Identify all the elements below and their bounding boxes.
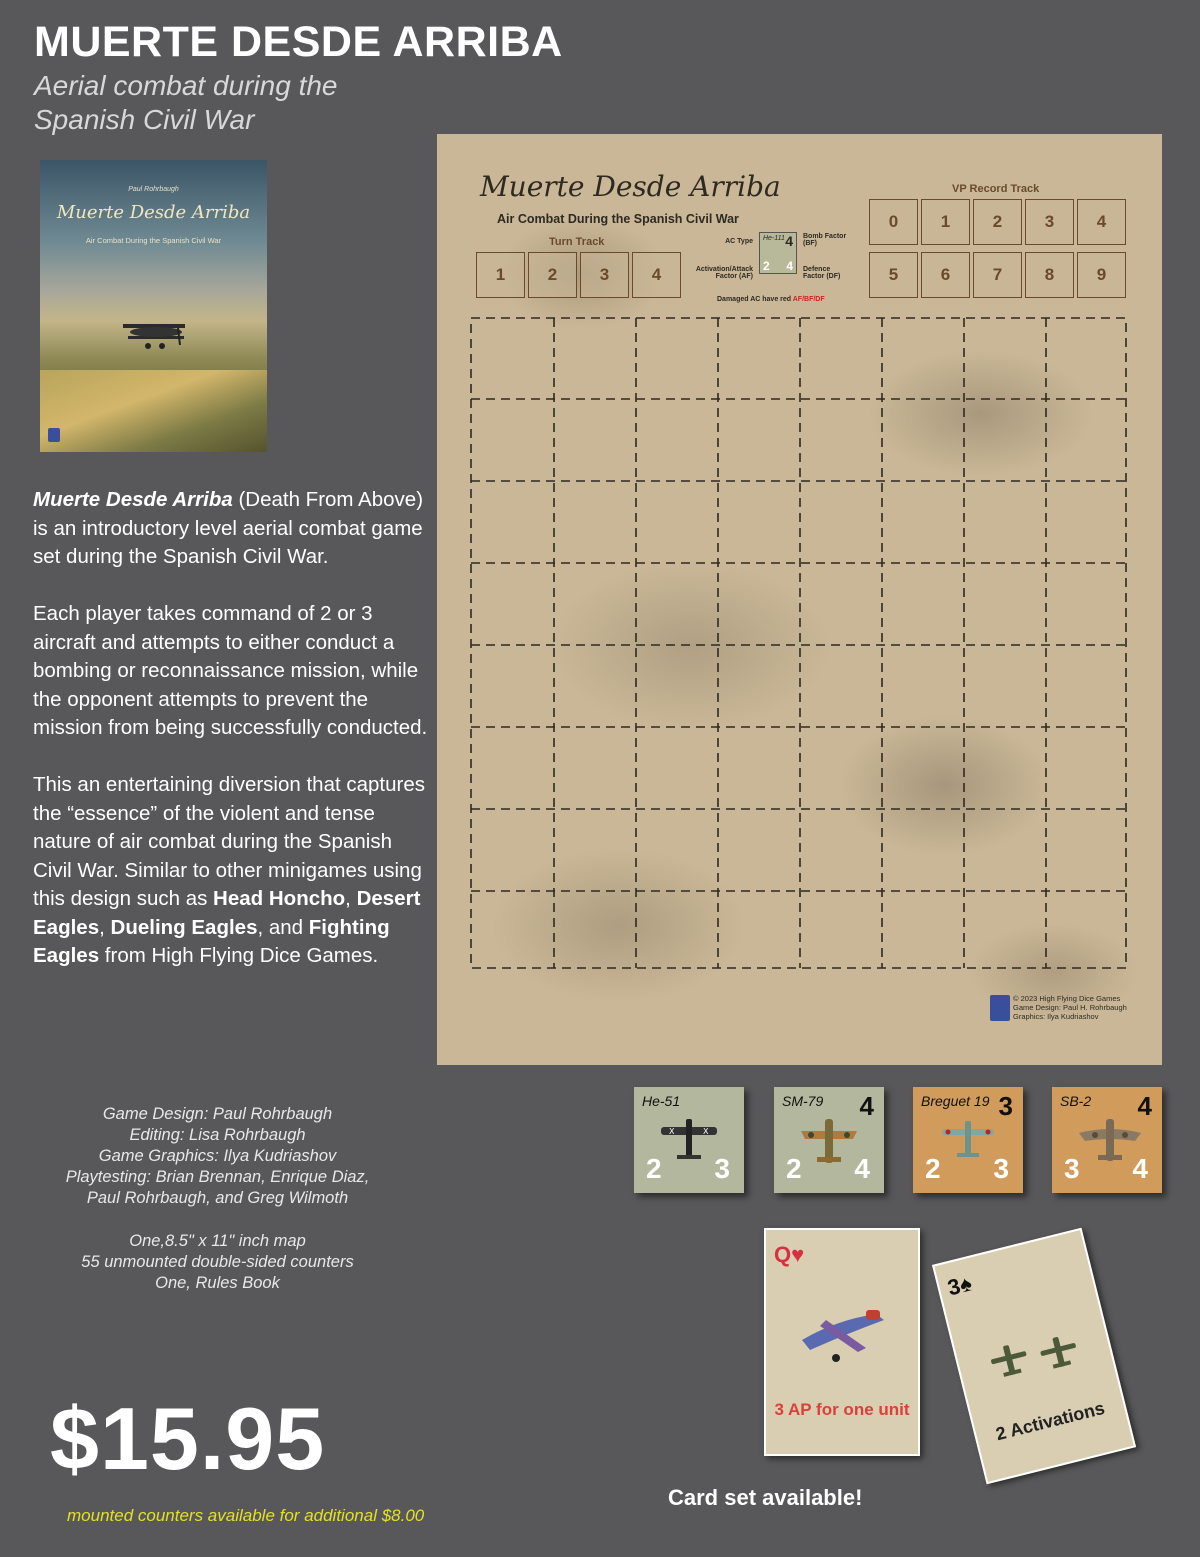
fighter-plane-icon [796,1300,892,1370]
counter-af: 2 [646,1153,662,1184]
game-map [437,134,1162,1065]
credit-playtesting: Playtesting: Brian Brennan, Enrique Diaz, [65,1168,370,1186]
legend-bomb-factor: Bomb Factor (BF) [803,233,847,247]
counter-sm-79 [774,1087,884,1193]
counter-df: 3 [714,1153,730,1184]
svg-text:X: X [669,1127,675,1136]
vp-track-cell: 3 [1025,199,1074,245]
credit-editing: Editing: Lisa Rohrbaugh [129,1126,306,1144]
game-contents [20,1231,415,1294]
publisher-dice-logo-icon [990,995,1010,1021]
contents-rules: One, Rules Book [155,1274,280,1292]
counter-he-51 [634,1087,744,1193]
game-name-emphasis: Muerte Desde Arriba [33,488,233,511]
game-title-desert-eagles: Desert Eagles [33,887,421,939]
counter-legend [687,230,877,310]
legend-activation: Activation/Attack Factor (AF) [695,266,753,280]
map-credit [1013,994,1127,1021]
map-subtitle: Air Combat During the Spanish Civil War [497,212,739,226]
card-effect-text: 3 AP for one unit [774,1400,910,1419]
damaged-red-factors: AF/BF/DF [792,296,825,303]
subtitle-line-2: Spanish Civil War [34,104,255,135]
description-text: from High Flying Dice Games. [99,944,379,967]
credit-design: Game Design: Paul Rohrbaugh [102,1105,333,1123]
cover-title: Muerte Desde Arriba [56,202,251,223]
turn-track-cell: 4 [632,252,681,298]
page-title: MUERTE DESDE ARRIBA [34,18,563,66]
contents-counters: 55 unmounted double-sided counters [81,1253,354,1271]
counter-breguet-19 [913,1087,1023,1193]
vp-track-cell: 6 [921,252,970,298]
vp-track-cell: 1 [921,199,970,245]
fighter-planes-icon [985,1322,1094,1395]
game-title-fighting-eagles: Fighting Eagles [33,915,390,967]
box-cover-image [40,160,267,452]
map-copyright: © 2023 High Flying Dice Games [1013,994,1121,1003]
vp-track-cell: 8 [1025,252,1074,298]
credits [20,1104,415,1209]
mounted-counters-note: mounted counters available for additional $8.00 [67,1506,425,1525]
game-title-dueling-eagles: Dueling Eagles [110,915,258,939]
sample-counter-bf: 4 [785,233,793,249]
cover-subtitle: Air Combat During the Spanish Civil War [85,236,222,245]
turn-track-cell: 2 [528,252,577,298]
vp-track-cell: 9 [1077,252,1126,298]
counter-af: 2 [786,1153,802,1184]
game-description [33,486,433,999]
turn-track-label: Turn Track [549,236,605,248]
turn-track-cell: 1 [476,252,525,298]
cover-author: Paul Rohrbaugh [128,186,179,193]
counter-df: 4 [854,1153,870,1184]
description-text: This an entertaining diversion that captures the “essence” of the violent and tense nature of air combat during the Spanish Civil War. Similar to other minigames using this design such as [33,773,426,910]
legend-ac-type: AC Type [725,238,753,245]
sample-counter-df: 4 [786,259,793,273]
description-text: (Death From Above) is an introductory level aerial combat game set during the Spanish Civil War. [33,488,424,568]
playing-card-queen-hearts [764,1228,920,1456]
separator: , and [257,915,309,939]
playing-card-3-spades [932,1228,1136,1485]
game-title-head-honcho: Head Honcho [213,887,346,910]
subtitle-line-1: Aerial combat during the [34,70,338,101]
credit-graphics: Game Graphics: Ilya Kudriashov [98,1147,337,1165]
counter-sb-2 [1052,1087,1162,1193]
map-design-credit: Game Design: Paul H. Rohrbaugh [1013,1003,1127,1012]
vp-track-label: VP Record Track [952,183,1040,195]
card-effect-text: 2 Activations [993,1397,1107,1445]
vp-track-cell: 2 [973,199,1022,245]
counter-bf: 4 [859,1091,874,1121]
description-paragraph-1 [33,486,433,572]
svg-text:X: X [703,1127,709,1136]
legend-sample-counter [759,232,797,274]
map-grid [470,317,1130,972]
contents-map: One,8.5" x 11" inch map [129,1232,306,1250]
counter-df: 4 [1132,1153,1148,1184]
legend-damaged-note [717,296,825,303]
vp-track-cell: 5 [869,252,918,298]
separator: , [99,915,111,939]
trimotor-bomber-icon [799,1115,859,1167]
counter-bf: 4 [1137,1091,1152,1121]
counter-name: SB-2 [1060,1093,1092,1109]
publisher-logo-icon [48,428,60,442]
vp-track-cell: 0 [869,199,918,245]
price: $15.95 [50,1389,326,1488]
sample-counter-af: 2 [763,259,770,273]
map-title: Muerte Desde Arriba [480,170,781,203]
damaged-prefix: Damaged AC have red [717,296,793,303]
biplane-icon [659,1115,719,1165]
turn-track-cell: 3 [580,252,629,298]
card-rank: Q♥ [774,1242,805,1267]
sample-counter-type: He-111 [763,235,785,242]
card-set-available-label: Card set available! [668,1485,863,1510]
description-paragraph-3 [33,771,433,971]
description-paragraph-2: Each player takes command of 2 or 3 aircraft and attempts to either conduct a bombing or reconnaissance mission, while the opponent attempts to prevent the mission from being successfully conducted. [33,602,428,739]
legend-defence: Defence Factor (DF) [803,266,841,280]
counter-af: 3 [1064,1153,1080,1184]
separator: , [345,887,357,910]
cover-landscape [40,370,267,452]
credit-playtesting-cont: Paul Rohrbaugh, and Greg Wilmoth [86,1189,349,1207]
counter-name: Breguet 19 [921,1093,990,1109]
card-rank: 3♠ [945,1270,975,1301]
counter-bf: 3 [998,1091,1013,1121]
biplane-icon [938,1115,998,1165]
vp-track-cell: 4 [1077,199,1126,245]
counter-af: 2 [925,1153,941,1184]
biplane-icon [118,310,198,360]
vp-track-cell: 7 [973,252,1022,298]
counter-df: 3 [993,1153,1009,1184]
counter-name: SM-79 [782,1093,824,1109]
map-graphics-credit: Graphics: Ilya Kudriashov [1013,1012,1099,1021]
counter-name: He-51 [642,1093,681,1109]
